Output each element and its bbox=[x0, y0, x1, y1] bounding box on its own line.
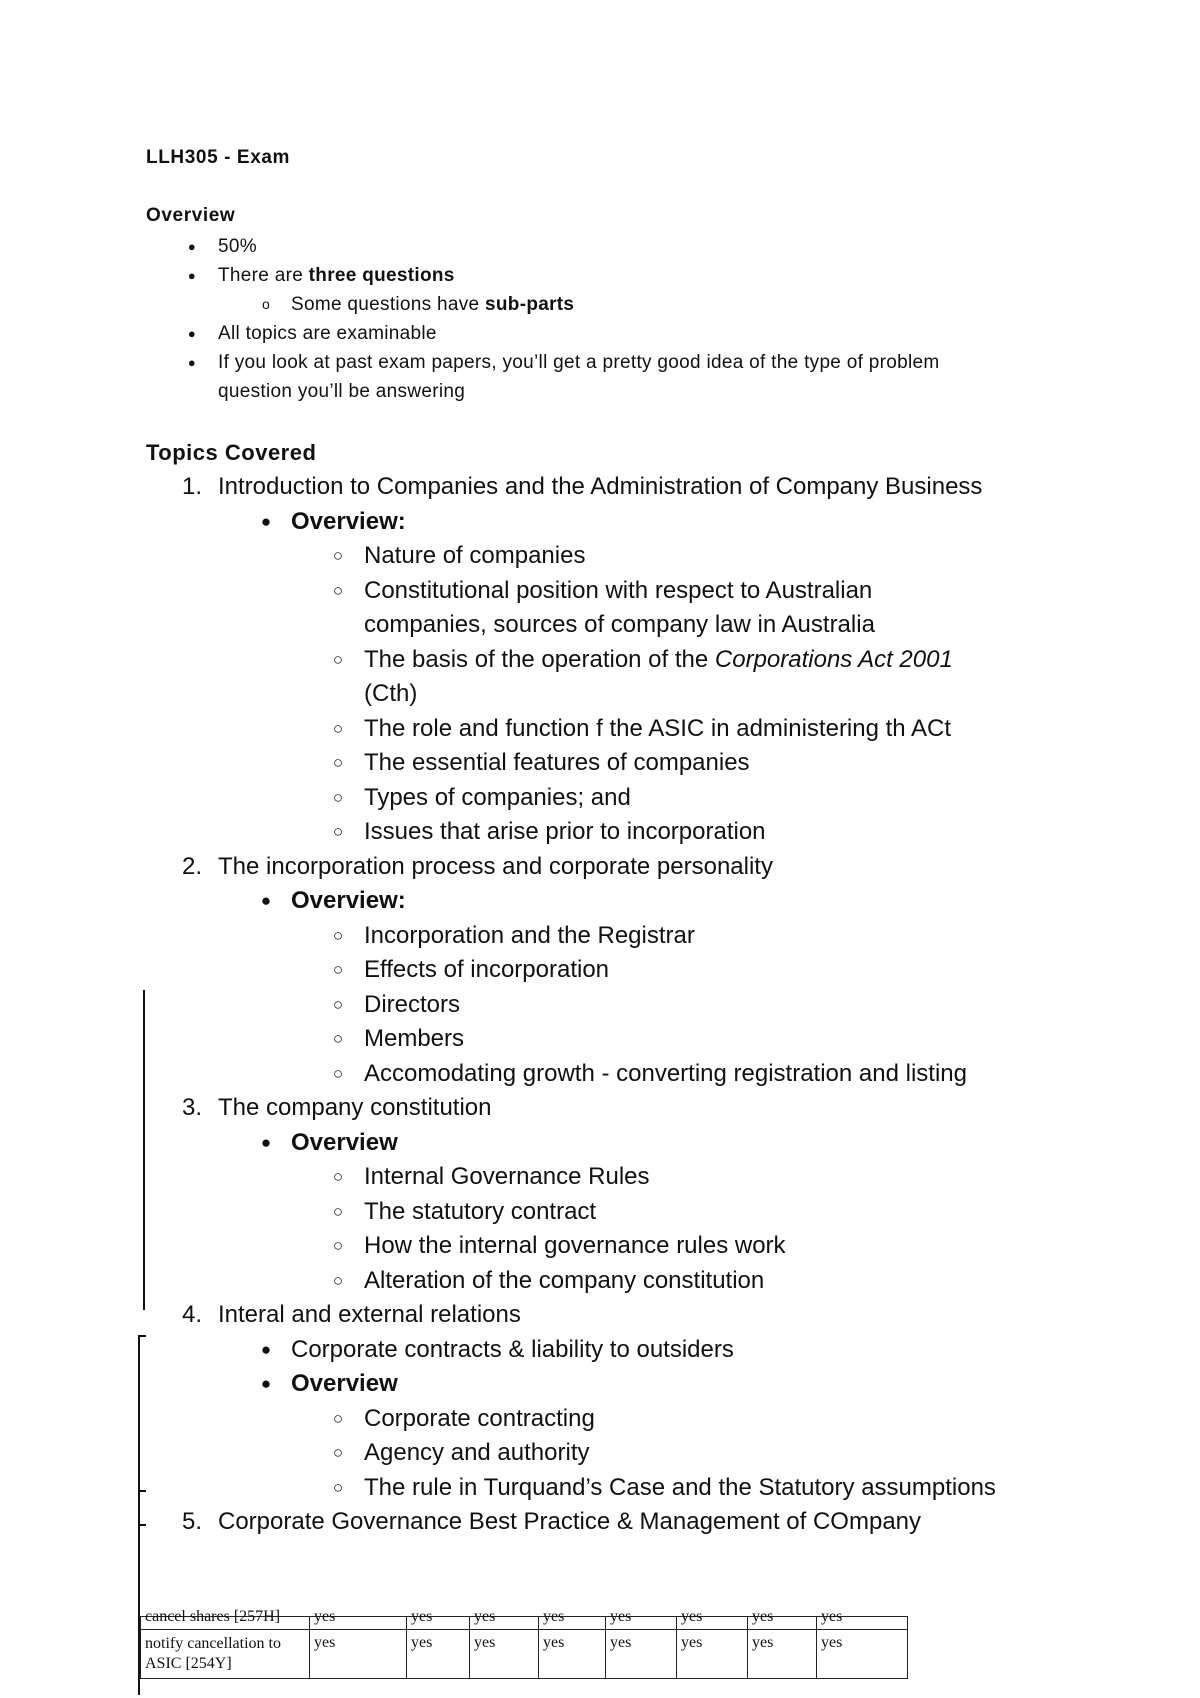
list-item: ○ Agency and authority bbox=[146, 1436, 1186, 1471]
topic-title: Introduction to Companies and the Administration of Company Business bbox=[218, 473, 983, 500]
topic-item bbox=[146, 1091, 1186, 1126]
list-item: ○ Directors bbox=[146, 988, 1186, 1023]
topics-list bbox=[146, 470, 1186, 1540]
circle-bullet-icon: ○ bbox=[332, 580, 344, 600]
topic-title: Interal and external relations bbox=[218, 1301, 521, 1328]
topic-bullet: ● Overview bbox=[146, 1367, 1186, 1402]
margin-line bbox=[138, 1335, 146, 1337]
topic-number: 2. bbox=[182, 852, 203, 880]
topic-item bbox=[146, 1298, 1186, 1333]
list-item: ○ Constitutional position with respect to Australian companies, sources of company law in Australia bbox=[146, 574, 1186, 643]
page-title: LLH305 - Exam bbox=[146, 147, 291, 168]
circle-bullet-icon: ○ bbox=[332, 960, 344, 979]
circle-bullet-icon: ○ bbox=[332, 994, 344, 1014]
topic-item bbox=[146, 850, 1186, 885]
list-item: ○ Accomodating growth - converting registration and listing bbox=[146, 1057, 1186, 1092]
list-item: ○ Issues that arise prior to incorporation bbox=[146, 815, 1186, 850]
circle-bullet-icon: ○ bbox=[332, 753, 344, 772]
partial-table bbox=[140, 1608, 908, 1679]
list-item: ● 50% bbox=[146, 232, 1076, 261]
list-item: ○ Alteration of the company constitution bbox=[146, 1264, 1186, 1299]
bullet-icon: ● bbox=[260, 1339, 272, 1359]
list-item: ○ The statutory contract bbox=[146, 1195, 1186, 1230]
topic-bullet: ● Overview: bbox=[146, 884, 1186, 919]
topic-bullet: ● Overview bbox=[146, 1126, 1186, 1161]
topic-bullet: ● Overview: bbox=[146, 505, 1186, 540]
list-item: ○ The basis of the operation of the Corporations Act 2001 (Cth) bbox=[146, 643, 1186, 712]
circle-bullet-icon: o bbox=[261, 296, 271, 312]
bullet-icon: ● bbox=[260, 1132, 272, 1152]
bullet-icon: ● bbox=[187, 326, 197, 341]
circle-bullet-icon: ○ bbox=[332, 1063, 344, 1083]
topic-title: The company constitution bbox=[218, 1094, 492, 1121]
topic-bullet: ● Corporate contracts & liability to outsiders bbox=[146, 1333, 1186, 1368]
list-item: ○ Nature of companies bbox=[146, 539, 1186, 574]
list-item: ○ Members bbox=[146, 1022, 1186, 1057]
circle-bullet-icon: ○ bbox=[332, 718, 344, 738]
topic-title: The incorporation process and corporate personality bbox=[218, 852, 773, 880]
list-item: ○ Types of companies; and bbox=[146, 781, 1186, 816]
bullet-icon: ● bbox=[260, 1374, 272, 1393]
list-item: ○ Corporate contracting bbox=[146, 1402, 1186, 1437]
list-item: ○ Effects of incorporation bbox=[146, 953, 1186, 988]
margin-line bbox=[140, 1490, 146, 1492]
circle-bullet-icon: ○ bbox=[332, 649, 344, 669]
list-item: o Some questions have sub-parts bbox=[146, 290, 1076, 319]
list-item: ● If you look at past exam papers, you’ll get a pretty good idea of the type of problem question you’ll be answering bbox=[146, 348, 1076, 406]
margin-line bbox=[143, 990, 145, 1310]
margin-line bbox=[140, 1524, 146, 1526]
circle-bullet-icon: ○ bbox=[332, 546, 344, 565]
topic-number: 1. bbox=[182, 473, 203, 500]
circle-bullet-icon: ○ bbox=[332, 1029, 344, 1048]
topic-number: 5. bbox=[182, 1508, 203, 1535]
topic-item bbox=[146, 1505, 1186, 1540]
circle-bullet-icon: ○ bbox=[332, 1201, 344, 1221]
circle-bullet-icon: ○ bbox=[332, 1443, 344, 1462]
circle-bullet-icon: ○ bbox=[332, 787, 344, 807]
circle-bullet-icon: ○ bbox=[332, 1270, 344, 1290]
topic-title: Corporate Governance Best Practice & Management of COmpany bbox=[218, 1508, 922, 1535]
list-item: ○ The essential features of companies bbox=[146, 746, 1186, 781]
topics-heading: Topics Covered bbox=[146, 440, 317, 465]
bullet-icon: ● bbox=[260, 891, 272, 910]
topic-number: 3. bbox=[182, 1094, 203, 1121]
overview-list bbox=[146, 232, 1076, 406]
list-item: ○ Incorporation and the Registrar bbox=[146, 919, 1186, 954]
circle-bullet-icon: ○ bbox=[332, 1236, 344, 1255]
table-row: notify cancellation to ASIC [254Y] yes yes yes yes yes yes yes yes bbox=[141, 1630, 908, 1679]
circle-bullet-icon: ○ bbox=[332, 1408, 344, 1428]
bullet-icon: ● bbox=[187, 355, 197, 370]
circle-bullet-icon: ○ bbox=[332, 822, 344, 841]
list-item: ○ The role and function f the ASIC in administering th ACt bbox=[146, 712, 1186, 747]
list-item: ○ How the internal governance rules work bbox=[146, 1229, 1186, 1264]
bullet-icon: ● bbox=[260, 511, 272, 531]
list-item: ● All topics are examinable bbox=[146, 319, 1076, 348]
table-row: cancel shares [257H] yes yes yes yes yes yes yes yes bbox=[141, 1617, 908, 1630]
bullet-icon: ● bbox=[187, 239, 197, 254]
circle-bullet-icon: ○ bbox=[332, 1477, 344, 1497]
list-item: ○ The rule in Turquand’s Case and the Statutory assumptions bbox=[146, 1471, 1186, 1506]
topic-item bbox=[146, 470, 1186, 505]
list-item: ○ Internal Governance Rules bbox=[146, 1160, 1186, 1195]
overview-heading: Overview bbox=[146, 205, 236, 226]
bullet-icon: ● bbox=[187, 268, 197, 283]
circle-bullet-icon: ○ bbox=[332, 1167, 344, 1186]
topic-number: 4. bbox=[182, 1301, 203, 1328]
circle-bullet-icon: ○ bbox=[332, 925, 344, 945]
list-item: ● There are three questions bbox=[146, 261, 1076, 290]
